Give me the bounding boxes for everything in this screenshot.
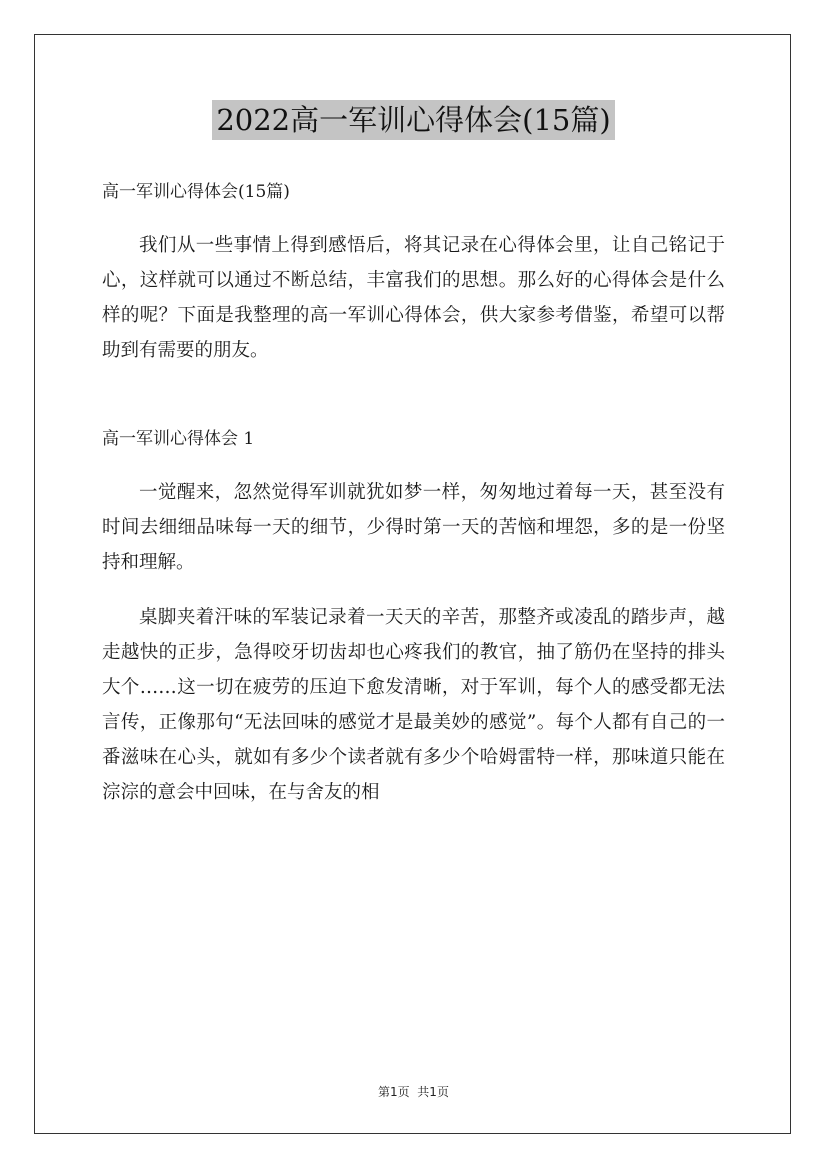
title-container bbox=[0, 100, 827, 140]
page-footer: 第1页 共1页 bbox=[378, 1085, 449, 1099]
section-heading: 高一军训心得体会 1 bbox=[102, 429, 255, 449]
intro-paragraph: 我们从一些事情上得到感悟后，将其记录在心得体会里，让自己铭记于心，这样就可以通过不断总结，丰富我们的思想。那么好的心得体会是什么样的呢？下面是我整理的高一军训心得体会，供大家参考借鉴，希望可以帮助到有需要的朋友。 bbox=[102, 235, 725, 361]
document-body bbox=[102, 176, 725, 810]
document-title: 2022高一军训心得体会(15篇) bbox=[212, 100, 614, 140]
body-paragraph: 一觉醒来，忽然觉得军训就犹如梦一样，匆匆地过着每一天，甚至没有时间去细细品味每一天的细节，少得时第一天的苦恼和埋怨，多的是一份坚持和理解。 bbox=[102, 482, 725, 573]
body-paragraph: 桌脚夹着汗味的军装记录着一天天的辛苦，那整齐或凌乱的踏步声，越走越快的正步，急得咬牙切齿却也心疼我们的教官，抽了筋仍在坚持的排头大个……这一切在疲劳的压迫下愈发清晰，对于军训，每个人的感受都无法言传，正像那句“无法回味的感觉才是最美妙的感觉”。每个人都有自己的一番滋味在心头，就如有多少个读者就有多少个哈姆雷特一样，那味道只能在淙淙的意会中回味，在与舍友的相 bbox=[102, 607, 725, 803]
document-subtitle: 高一军训心得体会(15篇) bbox=[102, 182, 290, 202]
